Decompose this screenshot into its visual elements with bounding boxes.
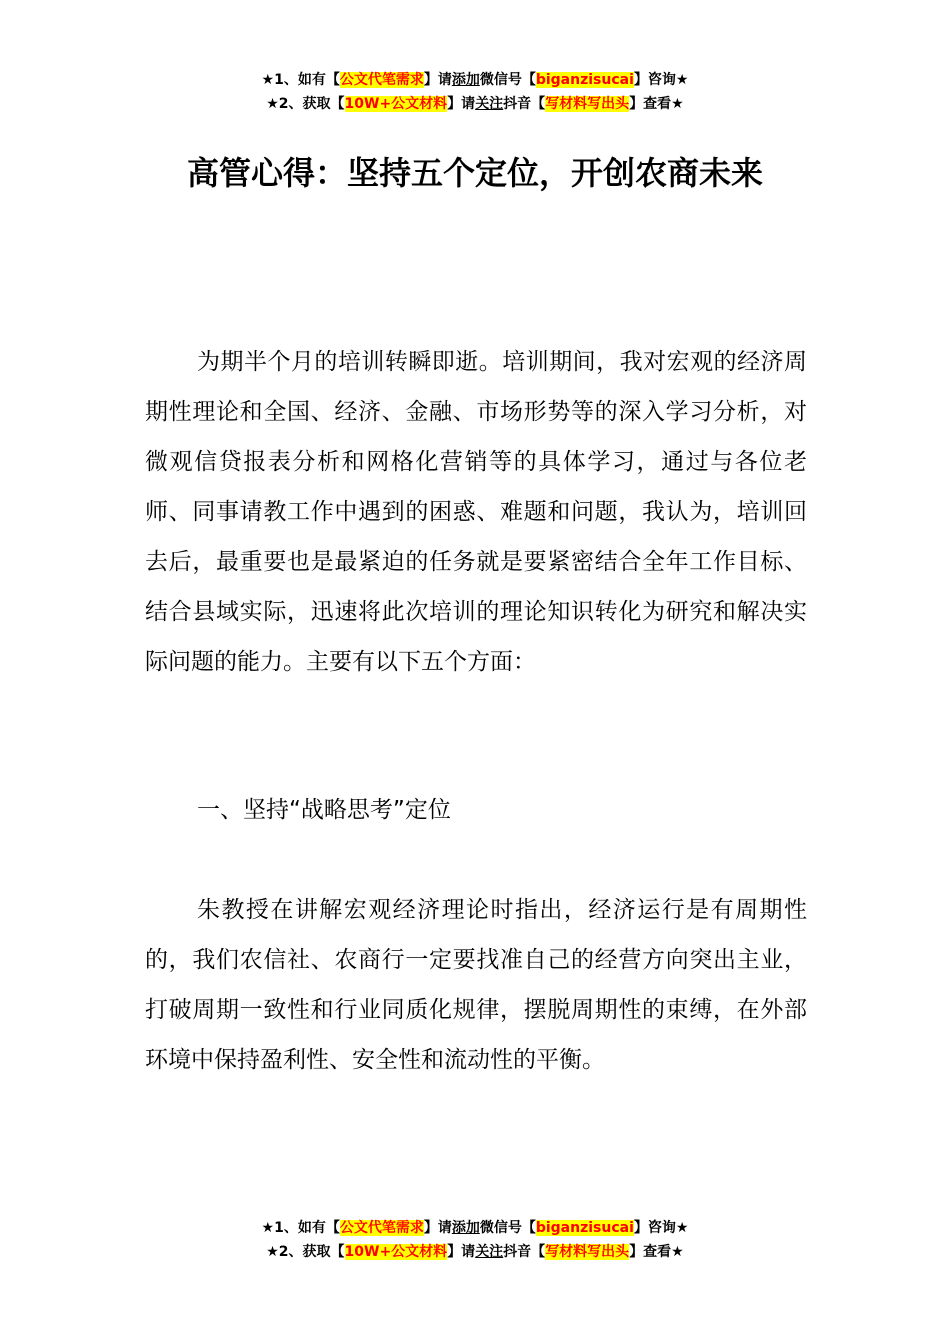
banner-text: 】咨询★ (633, 72, 689, 88)
section-1-paragraph: 朱教授在讲解宏观经济理论时指出，经济运行是有周期性的，我们农信社、农商行一定要找准自己的经营方向突出主业，打破周期一致性和行业同质化规律，摆脱周期性的束缚，在外部环境中保持盈利性、安全性和流动性的平衡。 (145, 897, 807, 1073)
banner-text: ★1、如有【 (261, 1220, 340, 1236)
banner-underline-follow: 关注 (475, 96, 504, 112)
banner-text: 抖音【 (503, 96, 546, 112)
banner-text: ★2、获取【 (266, 96, 345, 112)
banner-text: 】请 (447, 96, 476, 112)
banner-text: 】查看★ (629, 96, 684, 112)
banner-text: 】请 (447, 1244, 476, 1260)
banner-highlight-service: 公文代笔需求 (339, 1220, 424, 1236)
banner-text: 】咨询★ (633, 1220, 689, 1236)
banner-highlight-wechat-id: biganzisucai (535, 1220, 634, 1236)
footer-banner (0, 1216, 950, 1264)
banner-text: 微信号【 (479, 72, 536, 88)
banner-highlight-douyin-account: 写材料写出头 (545, 1244, 630, 1260)
banner-highlight-materials: 10W+公文材料 (344, 96, 448, 112)
banner-text: 】请 (423, 72, 452, 88)
banner-underline-add: 添加 (451, 1220, 480, 1236)
banner-highlight-materials: 10W+公文材料 (344, 1244, 448, 1260)
document-title: 高管心得：坚持五个定位，开创农商未来 (186, 154, 763, 192)
banner-text: 】查看★ (629, 1244, 684, 1260)
banner-line-2 (0, 1240, 950, 1264)
banner-line-1 (0, 68, 950, 92)
banner-underline-add: 添加 (451, 72, 480, 88)
banner-text: 微信号【 (479, 1220, 536, 1236)
header-banner (0, 68, 950, 116)
section-heading-1: 一、坚持“战略思考”定位 (197, 797, 451, 823)
banner-highlight-service: 公文代笔需求 (339, 72, 424, 88)
banner-line-1 (0, 1216, 950, 1240)
banner-text: 抖音【 (503, 1244, 546, 1260)
banner-text: ★2、获取【 (266, 1244, 345, 1260)
banner-underline-follow: 关注 (475, 1244, 504, 1260)
intro-paragraph: 为期半个月的培训转瞬即逝。培训期间，我对宏观的经济周期性理论和全国、经济、金融、市场形势等的深入学习分析，对微观信贷报表分析和网格化营销等的具体学习，通过与各位老师、同事请教工作中遇到的困惑、难题和问题，我认为，培训回去后，最重要也是最紧迫的任务就是要紧密结合全年工作目标、结合县域实际，迅速将此次培训的理论知识转化为研究和解决实际问题的能力。主要有以下五个方面： (145, 349, 807, 675)
banner-highlight-wechat-id: biganzisucai (535, 72, 634, 88)
banner-highlight-douyin-account: 写材料写出头 (545, 96, 630, 112)
banner-text: ★1、如有【 (261, 72, 340, 88)
banner-text: 】请 (423, 1220, 452, 1236)
banner-line-2 (0, 92, 950, 116)
